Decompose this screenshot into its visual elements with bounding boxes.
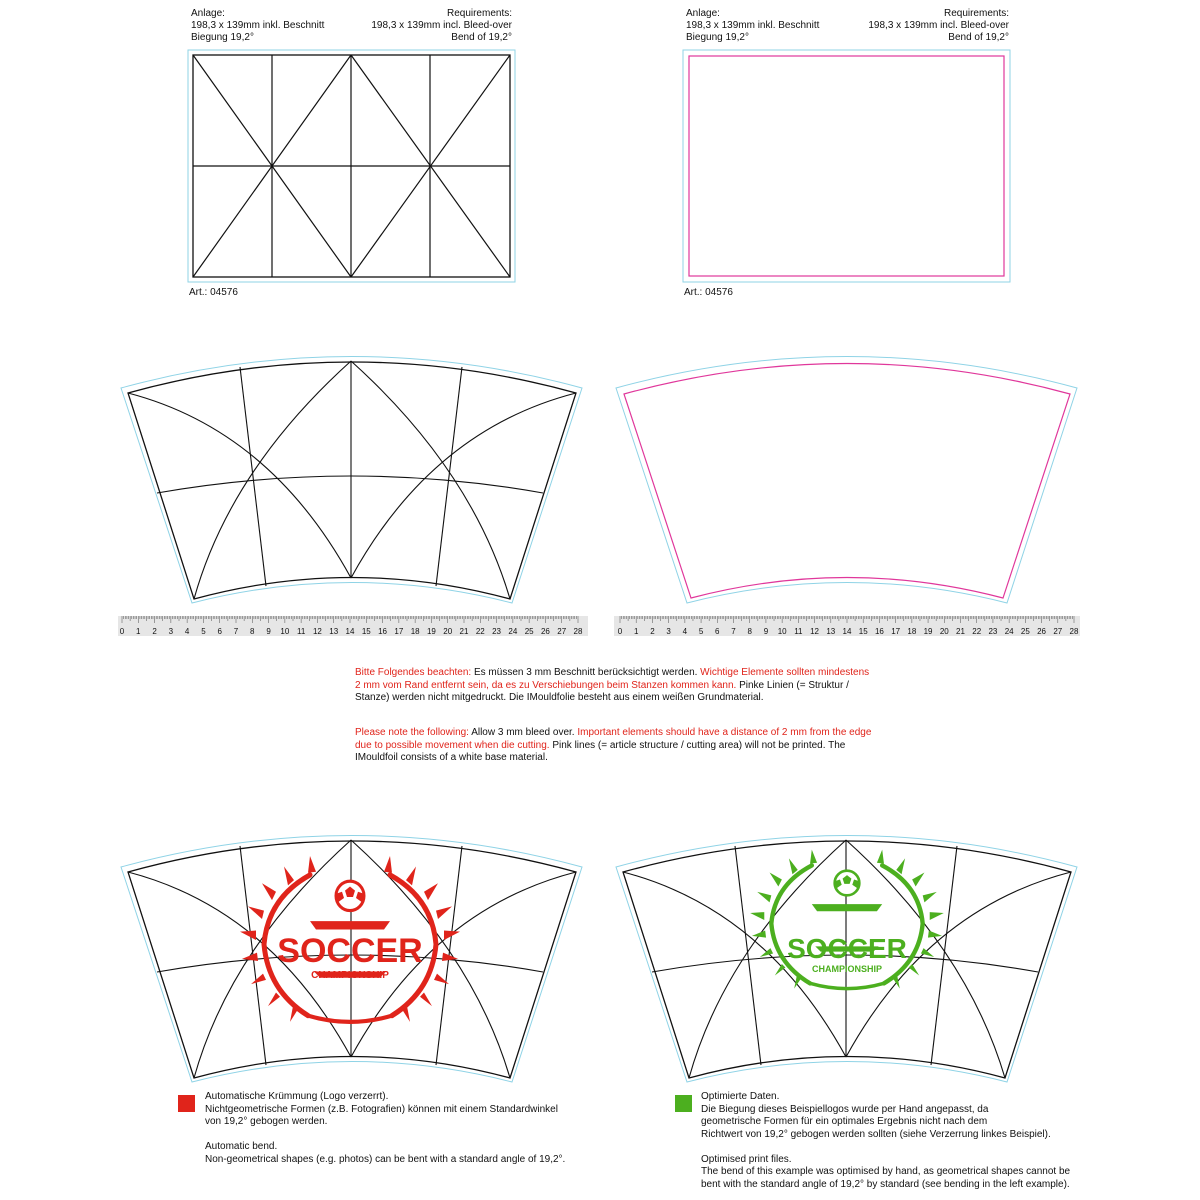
- ruler-left-label: 18: [410, 627, 420, 636]
- ruler-left-label: 4: [184, 627, 190, 636]
- legend-auto-2: Nichtgeometrische Formen (z.B. Fotografien) können mit einem Standardwinkel: [205, 1103, 558, 1115]
- ruler-right-label: 12: [810, 627, 820, 636]
- ruler-right-label: 5: [698, 627, 704, 636]
- legend-opt-7: bent with the standard angle of 19,2° by standard (see bending in the left example).: [701, 1178, 1070, 1190]
- spec-right-en-2: 198,3 x 139mm incl. Bleed-over: [868, 20, 1009, 31]
- note-german: [355, 667, 875, 705]
- ruler-right-label: 13: [826, 627, 836, 636]
- spec-left-de-1: Anlage:: [191, 8, 225, 19]
- ruler-right-label: 27: [1053, 627, 1063, 636]
- ruler-right-label: 15: [858, 627, 868, 636]
- auto-logo-subtitle: CHAMPIONSHIP: [311, 970, 389, 981]
- spec-right-en-3: Bend of 19,2°: [948, 32, 1009, 43]
- curved-template-geometry: [121, 357, 582, 604]
- note-de-black-2: Pinke Linien (= Struktur / Stanze) werden nicht mitgedruckt. Die IMouldfolie besteht aus einem weißen Grundmaterial.: [355, 679, 849, 703]
- ruler-left-label: 2: [152, 627, 157, 636]
- ruler-left-label: 3: [168, 627, 174, 636]
- spec-right-de-2: 198,3 x 139mm inkl. Beschnitt: [686, 20, 820, 31]
- ruler-right-label: 28: [1069, 627, 1079, 636]
- ruler-left-label: 24: [508, 627, 518, 636]
- ruler-right-label: 24: [1004, 627, 1014, 636]
- note-de-red-1: Bitte Folgendes beachten:: [355, 667, 472, 678]
- ruler-left-label: 15: [361, 627, 371, 636]
- ruler-left-label: 0: [119, 627, 125, 636]
- spec-right-de-1: Anlage:: [686, 8, 720, 19]
- ruler-left-label: 7: [233, 627, 239, 636]
- legend-opt-1: Optimierte Daten.: [701, 1091, 780, 1102]
- ruler-right-label: 21: [956, 627, 965, 636]
- note-en-black-2: Pink lines (= article structure / cutting area) will not be printed. The IMouldfoil consists of a white base material.: [355, 739, 846, 763]
- ruler-left-label: 17: [394, 627, 404, 636]
- ruler-right-label: 9: [763, 627, 769, 636]
- note-en-red-2: Important elements should have a distance of 2 mm from the edge due to possible movement when die cutting.: [355, 727, 872, 751]
- spec-left-en-2: 198,3 x 139mm incl. Bleed-over: [371, 20, 512, 31]
- optimised-logo-subtitle: CHAMPIONSHIP: [811, 964, 883, 974]
- ruler-left-label: 16: [378, 627, 388, 636]
- ruler-left-label: 28: [573, 627, 583, 636]
- note-de-red-2: Wichtige Elemente sollten mindestens 2 mm vom Rand entfernt sein, da es zu Verschiebungen beim Stanzen kommen kann.: [355, 667, 870, 691]
- ruler-left-label: 21: [459, 627, 469, 636]
- note-en-black-1: Allow 3 mm bleed over.: [468, 727, 575, 738]
- spec-left-de-2: 198,3 x 139mm inkl. Beschnitt: [191, 20, 325, 31]
- ruler-right-label: 3: [666, 627, 671, 636]
- legend-auto-3: von 19,2° gebogen werden.: [205, 1116, 328, 1127]
- ruler-right-label: 0: [617, 627, 623, 636]
- ruler-left-label: 5: [201, 627, 206, 636]
- spec-left-de-3: Biegung 19,2°: [191, 32, 254, 43]
- ruler-right-label: 23: [988, 627, 998, 636]
- spec-left-en-3: Bend of 19,2°: [451, 32, 512, 43]
- ruler-left-label: 19: [426, 627, 436, 636]
- ruler-right-label: 11: [794, 627, 803, 636]
- flat-template-geometry: [188, 50, 515, 282]
- spec-right-en-1: Requirements:: [943, 8, 1009, 19]
- ruler-left-label: 11: [296, 627, 306, 636]
- ruler-right-label: 22: [972, 627, 982, 636]
- ruler-right-label: 2: [650, 627, 655, 636]
- note-en-red-1: Please note the following:: [355, 727, 469, 738]
- ruler-left-label: 9: [266, 627, 271, 636]
- spec-left-en-1: Requirements:: [446, 8, 512, 19]
- ruler-right-label: 7: [731, 627, 736, 636]
- ruler-left-label: 10: [280, 627, 290, 636]
- ruler-left-label: 26: [540, 627, 550, 636]
- legend-auto-1: Automatische Krümmung (Logo verzerrt).: [205, 1091, 389, 1102]
- ruler-right-label: 25: [1020, 627, 1030, 636]
- ruler-right-label: 6: [715, 627, 720, 636]
- ruler-left-label: 27: [557, 627, 567, 636]
- curved-template-cut-line: [616, 357, 1077, 604]
- art-number-left: Art.: 04576: [189, 287, 238, 298]
- art-number-right: Art.: 04576: [684, 287, 733, 298]
- legend-swatch-green: [675, 1095, 692, 1112]
- ruler-left-label: 22: [475, 627, 485, 636]
- legend-opt-5: Optimised print files.: [701, 1153, 792, 1165]
- ruler-right-label: 1: [633, 627, 639, 636]
- ruler-right-label: 14: [842, 627, 852, 636]
- ruler-right-label: 26: [1037, 627, 1047, 636]
- ruler-right-label: 18: [907, 627, 917, 636]
- spec-right-de-3: Biegung 19,2°: [686, 32, 749, 43]
- legend-swatch-red: [178, 1095, 195, 1112]
- legend-auto-5: Non-geometrical shapes (e.g. photos) can be bent with a standard angle of 19,2°.: [205, 1153, 566, 1165]
- ruler-right-label: 16: [874, 627, 884, 636]
- ruler-left-label: 14: [345, 627, 355, 636]
- ruler-left-label: 8: [250, 627, 255, 636]
- ruler-right-label: 20: [939, 627, 949, 636]
- legend-optimised: [701, 1091, 1070, 1191]
- ruler-right-label: 4: [682, 627, 688, 636]
- ruler-left-label: 6: [217, 627, 222, 636]
- legend-auto: [205, 1091, 565, 1166]
- ruler-right-label: 8: [747, 627, 752, 636]
- legend-opt-6: The bend of this example was optimised by hand, as geometrical shapes cannot be: [701, 1166, 1071, 1177]
- ruler-right-label: 17: [891, 627, 901, 636]
- ruler-left-label: 13: [329, 627, 339, 636]
- legend-opt-2: Die Biegung dieses Beispiellogos wurde per Hand angepasst, da: [701, 1103, 989, 1115]
- ruler-left-label: 20: [443, 627, 453, 636]
- ruler-right-label: 10: [777, 627, 787, 636]
- optimised-logo-title: SOCCER: [787, 933, 907, 964]
- ruler-left-label: 12: [312, 627, 322, 636]
- ruler-right-label: 19: [923, 627, 933, 636]
- ruler-left-label: 23: [492, 627, 502, 636]
- flat-template-cut-line: [683, 50, 1010, 282]
- note-english: [355, 727, 875, 765]
- ruler-left-label: 25: [524, 627, 534, 636]
- auto-logo-title: SOCCER: [277, 932, 423, 970]
- note-de-black-1: Es müssen 3 mm Beschnitt berücksichtigt werden.: [471, 667, 698, 678]
- legend-opt-3: geometrische Formen für ein optimales Ergebnis nicht nach dem: [701, 1116, 988, 1127]
- legend-opt-4: Richtwert von 19,2° gebogen werden sollten (siehe Verzerrung linkes Beispiel).: [701, 1128, 1051, 1140]
- ruler-left-label: 1: [136, 627, 141, 636]
- legend-auto-4: Automatic bend.: [205, 1141, 278, 1152]
